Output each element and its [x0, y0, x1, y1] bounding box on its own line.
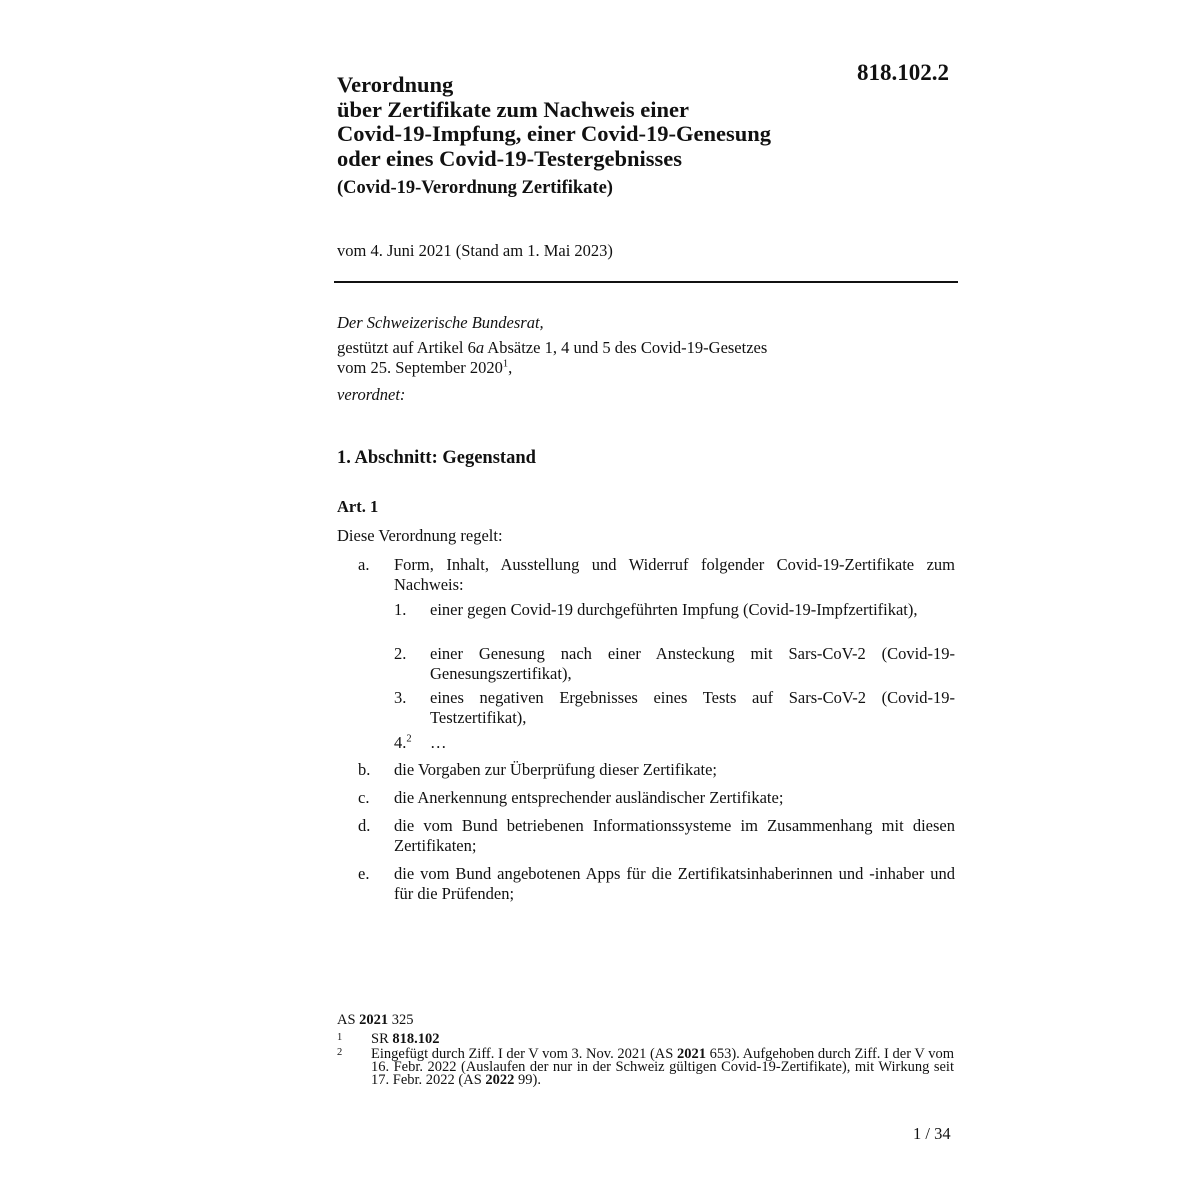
sub-item-label: 2. [394, 644, 407, 663]
document-title [337, 73, 771, 171]
basis-pre: gestützt auf Artikel 6 [337, 338, 476, 357]
sub-item-text: einer Genesung nach einer Ansteckung mit Sars-CoV-2 (Covid-19-Genesungszertifikat), [430, 644, 955, 683]
list-item-text: die Vorgaben zur Überprüfung dieser Zertifikate; [394, 760, 718, 779]
ordains-text: verordnet: [337, 385, 406, 404]
authority-text: Der Schweizerische Bundesrat, [337, 313, 544, 332]
sub-item-label: 3. [394, 688, 407, 707]
title-line: Verordnung [337, 72, 454, 97]
sr-number: 818.102.2 [857, 60, 949, 85]
title-line: oder eines Covid-19-Testergebnisses [337, 145, 682, 171]
footnote-number: 2 [337, 1047, 343, 1058]
sub-item-text: eines negativen Ergebnisses eines Tests auf Sars-CoV-2 (Covid-19-Testzertifikat), [430, 688, 955, 727]
fn2-part: 99). [514, 1072, 541, 1088]
footnote-number: 1 [337, 1032, 343, 1043]
list-item-text: die vom Bund angebotenen Apps für die Zertifikatsinhaberinnen und -inhaber und für die Prüfenden; [394, 864, 955, 903]
list-item-label: e. [358, 864, 370, 883]
sub-item-number: 4. [394, 733, 407, 752]
basis-italic: a [475, 338, 485, 357]
section-heading: 1. Abschnitt: Gegenstand [337, 448, 536, 468]
preamble-authority [337, 313, 544, 333]
preamble-basis-line2 [337, 358, 512, 378]
sub-item-text: einer gegen Covid-19 durchgeführten Impfung (Covid-19-Impfzertifikat), [430, 600, 918, 619]
preamble-basis-line1 [337, 338, 767, 358]
list-item-text: die Anerkennung entsprechender ausländischer Zertifikate; [394, 788, 784, 807]
footnote-text [371, 1033, 954, 1046]
as-prefix: AS [337, 1012, 360, 1028]
sub-item-label [394, 733, 412, 753]
as-reference [337, 1012, 414, 1029]
footnote-ref-1[interactable]: 1 [502, 358, 509, 370]
as-page: 325 [388, 1012, 414, 1028]
basis-post: Absätze 1, 4 und 5 des Covid-19-Gesetzes [484, 338, 768, 357]
list-item-label: c. [358, 788, 370, 807]
page-number: 1 / 34 [913, 1124, 951, 1143]
article-intro: Diese Verordnung regelt: [337, 526, 503, 545]
basis-line2: vom 25. September 2020 [337, 358, 503, 377]
title-line: Covid-19-Impfung, einer Covid-19-Genesung [337, 121, 771, 146]
header-divider [334, 281, 958, 283]
list-item-text: die vom Bund betriebenen Informationssysteme im Zusammenhang mit diesen Zertifikaten; [394, 816, 955, 855]
fn2-year: 2021 [676, 1046, 706, 1062]
title-line: über Zertifikate zum Nachweis einer [337, 96, 690, 122]
footnote-ref-2[interactable]: 2 [406, 733, 412, 745]
short-title: (Covid-19-Verordnung Zertifikate) [337, 178, 613, 198]
fn2-part: Eingefügt durch Ziff. I der V vom 3. Nov. 2021 (AS [371, 1046, 677, 1062]
fn2-part: 653). Aufgehoben durch Ziff. I der V vom 16. Febr. 2022 (Auslaufen der nur in der Schweiz gültigen Covid-19-Zertifikate), mit Wirkung seit 17. Febr. 2022 (AS [371, 1046, 955, 1088]
fn1-prefix: SR [371, 1031, 393, 1047]
date-line: vom 4. Juni 2021 (Stand am 1. Mai 2023) [337, 241, 613, 260]
footnote-text [371, 1048, 954, 1087]
list-item-label: a. [358, 555, 370, 574]
fn2-year: 2022 [485, 1072, 515, 1088]
list-item-label: b. [358, 760, 371, 779]
list-item-text: Form, Inhalt, Ausstellung und Widerruf folgender Covid-19-Zertifikate zum Nachweis: [394, 555, 955, 594]
sub-item-text: … [430, 733, 447, 752]
preamble-ordains [337, 385, 405, 405]
as-year: 2021 [359, 1012, 389, 1028]
article-heading: Art. 1 [337, 497, 379, 516]
basis-end: , [508, 358, 513, 377]
list-item-label: d. [358, 816, 371, 835]
fn1-sr-number: 818.102 [392, 1031, 440, 1047]
sub-item-label: 1. [394, 600, 407, 619]
